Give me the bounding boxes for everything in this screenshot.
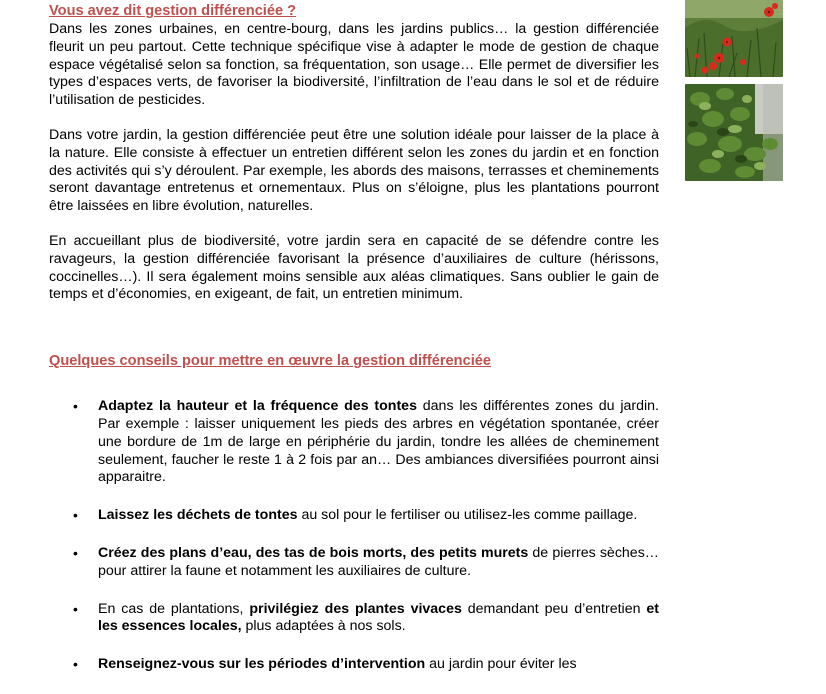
bullet-icon: • <box>73 544 78 561</box>
tip-text: de pierres sèches… pour attirer la faune et notamment les auxiliaires de culture. <box>98 544 659 579</box>
tip-text: En cas de plantations, <box>98 600 250 617</box>
tip-bold: Laissez les déchets de tontes <box>98 507 298 524</box>
list-item <box>49 656 659 674</box>
poppy-field-photo <box>685 0 783 77</box>
tip-bold: privilégiez des plantes vivaces <box>249 600 462 617</box>
section-title-gestion: Vous avez dit gestion différenciée ? <box>49 3 297 19</box>
paragraph-garden: Dans votre jardin, la gestion différenciée peut être une solution idéale pour laisser de la place à la nature. Elle consiste à effectuer un entretien différent selon les zones du jardin et en fonction des activités qui s’y déroulent. Par exemple, les abords des maisons, terrasses et cheminements seront davantage entretenus et ornementaux. Plus on s’éloigne, plus les plantations pourront être laissées en libre évolution, naturelles. <box>49 126 659 215</box>
tip-text: dans les différentes zones du jardin. Par exemple : laisser uniquement les pieds des arbres en végétation spontanée, créer une bordure de 1m de large en périphérie du jardin, tondre les allées de cheminement seulement, faucher le reste 1 à 2 fois par an… Des ambiances diversifiées pourront ainsi apparaitre. <box>98 398 659 486</box>
tip-text: plus adaptées à nos sols. <box>241 618 406 635</box>
list-item <box>49 545 659 581</box>
bullet-icon: • <box>73 600 78 617</box>
tip-text: demandant peu d’entretien <box>461 600 647 617</box>
tip-bold: Créez des plans d’eau, des tas de bois morts, des petits murets <box>98 544 529 561</box>
list-item <box>49 601 659 637</box>
bullet-icon: • <box>73 507 78 524</box>
tip-bold: Renseignez-vous sur les périodes d’intervention <box>98 656 426 673</box>
section-title-conseils: Quelques conseils pour mettre en œuvre la gestion différenciée <box>49 353 491 370</box>
paragraph-biodiversity: En accueillant plus de biodiversité, votre jardin sera en capacité de se défendre contre les ravageurs, la gestion différenciée favorisant la présence d’auxiliaires de culture (hérissons, coccinelles…). Il sera également moins sensible aux aléas climatiques. Sans oublier le gain de temps et d’économies, en exigeant, de fait, un entretien minimum. <box>49 232 659 303</box>
climbing-plant-photo <box>685 84 783 181</box>
tip-bold: Adaptez la hauteur et la fréquence des tontes <box>98 398 417 415</box>
list-item <box>49 507 659 525</box>
bullet-icon: • <box>73 656 78 673</box>
tips-list <box>49 398 659 674</box>
tip-bold: et les essences locales, <box>98 600 659 635</box>
bullet-icon: • <box>73 398 78 415</box>
list-item <box>49 398 659 487</box>
paragraph-intro: Dans les zones urbaines, en centre-bourg, dans les jardins publics… la gestion différenciée fleurit un peu partout. Cette technique spécifique vise à adapter le mode de gestion de chaque espace végétalisé selon sa fonction, sa fréquentation, son usage… Elle permet de diversifier les types d’espaces verts, de favoriser la biodiversité, l’infiltration de l’eau dans le sol et de réduire l’utilisation de pesticides. <box>49 21 659 109</box>
tip-text: au sol pour le fertiliser ou utilisez-les comme paillage. <box>297 507 638 524</box>
document-body <box>49 2 659 694</box>
tip-text: au jardin pour éviter les <box>425 656 577 673</box>
